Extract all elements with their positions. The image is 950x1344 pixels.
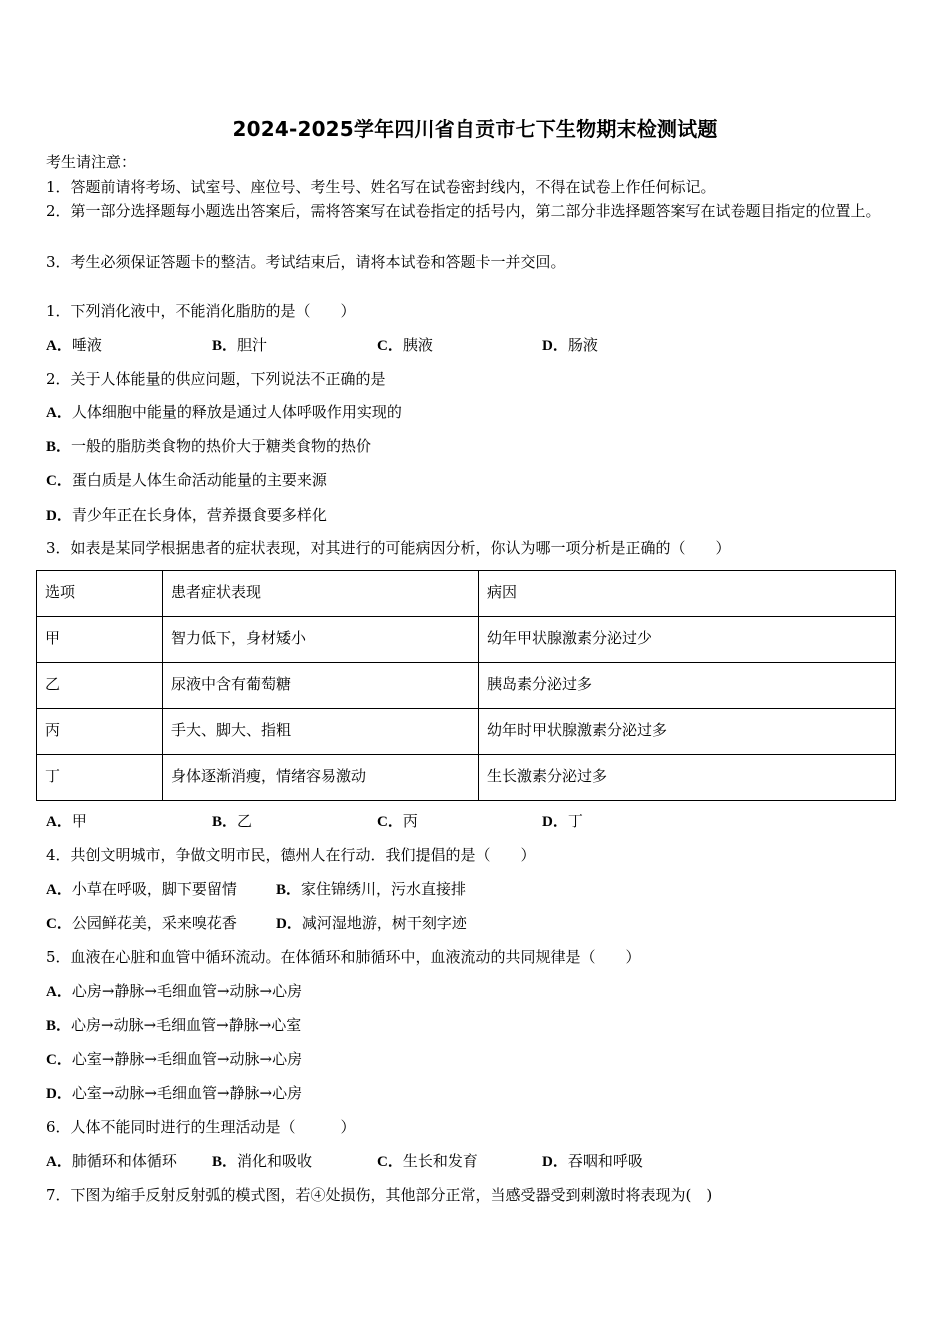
table-cell: 手大、脚大、指粗 [163,709,479,755]
question-7-stem: 7．下图为缩手反射反射弧的模式图，若④处损伤，其他部分正常，当感受器受到刺激时将表现为( ) [46,1186,713,1204]
question-4-stem: 4．共创文明城市，争做文明市民，德州人在行动．我们提倡的是（ ） [46,846,536,864]
notice-heading: 考生请注意： [46,153,137,171]
q2-option-c: C．蛋白质是人体生命活动能量的主要来源 [46,471,327,489]
table-cell: 生长激素分泌过多 [479,755,896,801]
table-header-cell: 患者症状表现 [163,571,479,617]
table-cell: 尿液中含有葡萄糖 [163,663,479,709]
table-header-cell: 选项 [37,571,163,617]
table-cell: 身体逐渐消瘦，情绪容易激动 [163,755,479,801]
q5-option-b: B．心房→动脉→毛细血管→静脉→心室 [46,1016,302,1034]
table-cell: 丙 [37,709,163,755]
q3-option-a: A．甲 [46,812,87,830]
table-row [37,755,896,801]
question-6-stem: 6．人体不能同时进行的生理活动是（ ） [46,1118,356,1136]
table-cell: 甲 [37,617,163,663]
question-1-stem: 1．下列消化液中，不能消化脂肪的是（ ） [46,302,356,320]
table-cell: 幼年甲状腺激素分泌过少 [479,617,896,663]
notice-item: 3．考生必须保证答题卡的整洁。考试结束后，请将本试卷和答题卡一并交回。 [46,253,566,271]
question-2-stem: 2．关于人体能量的供应问题，下列说法不正确的是 [46,370,386,388]
table-cell: 幼年时甲状腺激素分泌过多 [479,709,896,755]
table-header-cell: 病因 [479,571,896,617]
q3-option-b: B．乙 [212,812,253,830]
q6-option-c: C．生长和发育 [377,1152,478,1170]
table-row [37,617,896,663]
q2-option-b: B．一般的脂肪类食物的热价大于糖类食物的热价 [46,437,372,455]
q4-option-a: A．小草在呼吸，脚下要留情 [46,880,237,898]
table-row [37,709,896,755]
q2-option-d: D．青少年正在长身体，营养摄食要多样化 [46,506,327,524]
q3-option-d: D．丁 [542,812,583,830]
q6-option-d: D．吞咽和呼吸 [542,1152,643,1170]
table-cell: 乙 [37,663,163,709]
exam-title: 2024-2025学年四川省自贡市七下生物期末检测试题 [232,117,718,141]
question-5-stem: 5．血液在心脏和血管中循环流动。在体循环和肺循环中，血液流动的共同规律是（ ） [46,948,641,966]
q1-option-c: C．胰液 [377,336,433,354]
table-header-row [37,571,896,617]
q4-option-d: D．减河湿地游，树干刻字迹 [276,914,467,932]
q6-option-a: A．肺循环和体循环 [46,1152,177,1170]
table-cell: 胰岛素分泌过多 [479,663,896,709]
q6-option-b: B．消化和吸收 [212,1152,313,1170]
q3-option-c: C．丙 [377,812,418,830]
table-row [37,663,896,709]
q5-option-a: A．心房→静脉→毛细血管→动脉→心房 [46,982,303,1000]
q4-option-c: C．公园鲜花美，采来嗅花香 [46,914,237,932]
notice-item: 1．答题前请将考场、试室号、座位号、考生号、姓名写在试卷密封线内，不得在试卷上作任何标记。 [46,178,716,196]
q1-option-a: A．唾液 [46,336,102,354]
table-cell: 丁 [37,755,163,801]
symptom-table [36,570,896,801]
q5-option-d: D．心室→动脉→毛细血管→静脉→心房 [46,1084,303,1102]
question-3-stem: 3．如表是某同学根据患者的症状表现，对其进行的可能病因分析，你认为哪一项分析是正确的（ ） [46,539,731,557]
q2-option-a: A．人体细胞中能量的释放是通过人体呼吸作用实现的 [46,403,402,421]
q5-option-c: C．心室→静脉→毛细血管→动脉→心房 [46,1050,303,1068]
table-cell: 智力低下，身材矮小 [163,617,479,663]
notice-item: 2．第一部分选择题每小题选出答案后，需将答案写在试卷指定的括号内，第二部分非选择题答案写在试卷题目指定的位置上。 [46,202,881,220]
q1-option-b: B．胆汁 [212,336,268,354]
q4-option-b: B．家住锦绣川，污水直接排 [276,880,467,898]
q1-option-d: D．肠液 [542,336,598,354]
